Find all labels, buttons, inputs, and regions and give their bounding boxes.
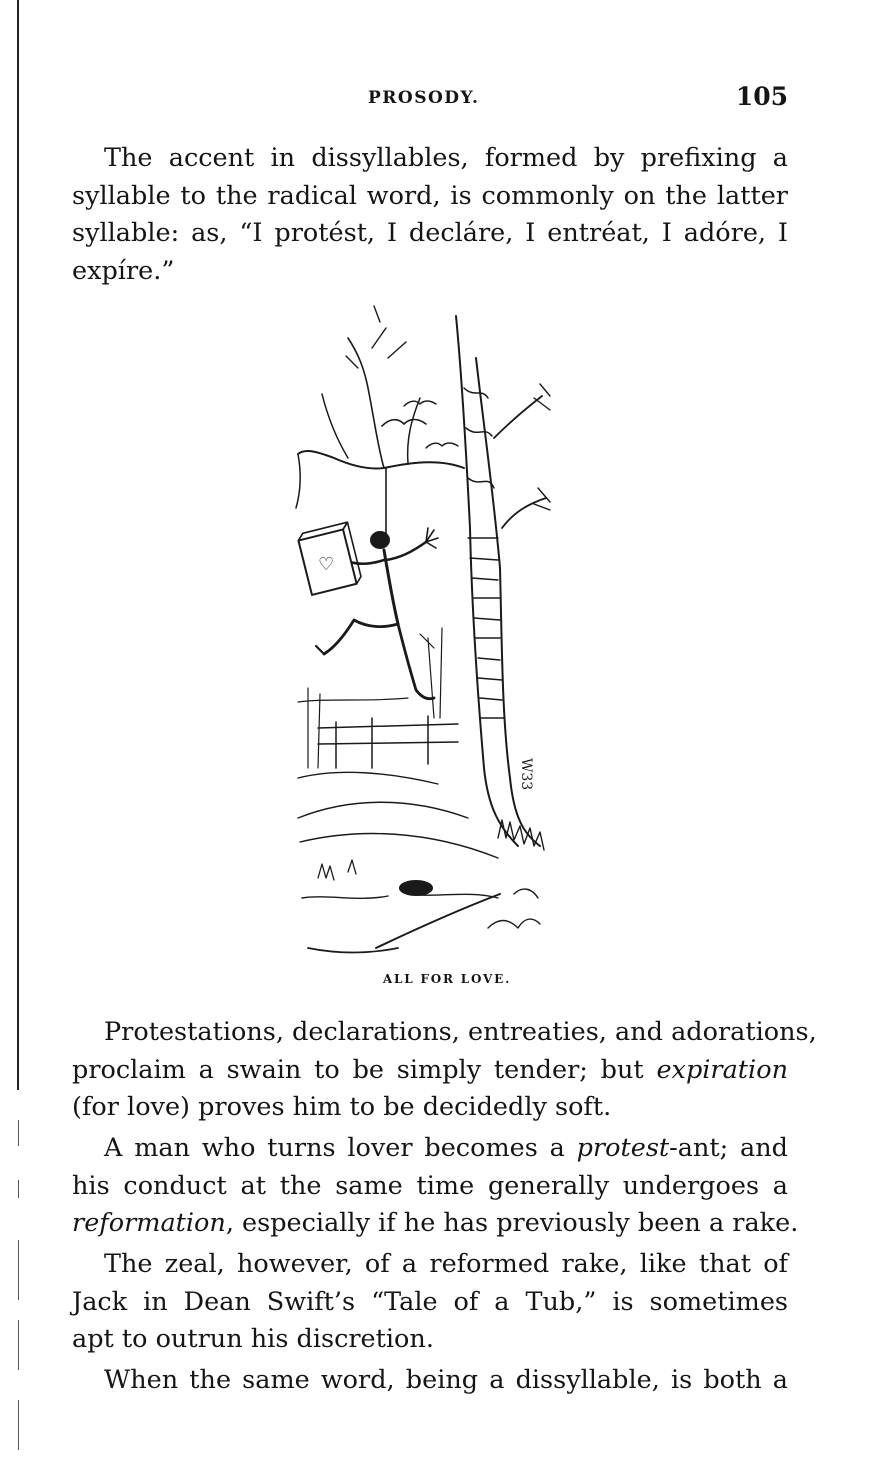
text-run: -ant; and	[669, 1133, 788, 1163]
margin-tick	[18, 1120, 19, 1146]
text-line: The zeal, however, of a reformed rake, like that of	[104, 1249, 788, 1279]
bird-icon	[382, 420, 426, 427]
italic-term: reformation	[72, 1208, 226, 1238]
text-line: When the same word, being a dissyllable, is both a	[104, 1365, 788, 1395]
text-line: The accent in dissyllables, formed by prefixing a	[104, 143, 788, 173]
fallen-hat	[400, 881, 432, 895]
running-title: PROSODY.	[368, 88, 480, 108]
fence	[318, 716, 458, 768]
figure-head	[371, 532, 389, 548]
text-line	[72, 1052, 788, 1090]
margin-tick	[18, 1240, 19, 1300]
ground	[298, 772, 498, 858]
margin-tick	[18, 1320, 19, 1370]
bird-icon	[404, 401, 436, 406]
text-line: (for love) proves him to be decidedly soft.	[72, 1092, 612, 1122]
text-line: syllable: as, “I protést, I decláre, I entréat, I adóre, I	[72, 218, 788, 248]
text-line: Jack in Dean Swift’s “Tale of a Tub,” is sometimes	[72, 1286, 788, 1317]
figure-leg-left	[324, 620, 398, 654]
artist-signature: W33	[518, 758, 534, 791]
margin-tick	[18, 1180, 19, 1198]
page-margin-rule	[17, 0, 19, 1090]
illustration-caption: ALL FOR LOVE.	[382, 972, 512, 986]
text-line: Protestations, declarations, entreaties, and adorations,	[104, 1017, 817, 1047]
text-line: apt to outrun his discretion.	[72, 1324, 434, 1354]
text-run: proclaim a swain to be simply tender; but	[72, 1054, 657, 1085]
figure-arm-right	[386, 542, 426, 560]
text-line	[72, 1130, 788, 1168]
page-number: 105	[735, 82, 788, 111]
text-line: expíre.”	[72, 255, 175, 286]
paragraph-protestant	[72, 1130, 799, 1243]
heart-icon: ♡	[318, 554, 335, 575]
illustration-all-for-love	[288, 298, 560, 970]
bird-icon	[426, 443, 458, 448]
fallen-stick	[376, 894, 500, 948]
text-line: syllable to the radical word, is commonly on the latter	[72, 180, 788, 211]
italic-term: protest	[576, 1133, 670, 1163]
paragraph-same-word	[72, 1362, 788, 1400]
tree-branch-right	[494, 396, 542, 438]
text-run: , especially if he has previously been a rake.	[225, 1208, 799, 1238]
margin-tick	[18, 1400, 19, 1450]
paragraph-protestations	[72, 1014, 817, 1127]
paragraph-zeal	[72, 1246, 788, 1359]
text-line	[72, 1205, 799, 1243]
italic-term: expiration	[656, 1054, 788, 1085]
text-line: his conduct at the same time generally undergoes a	[72, 1170, 788, 1201]
text-run: A man who turns lover becomes a	[104, 1133, 577, 1163]
paragraph-accent-dissyllables	[72, 140, 788, 290]
running-head	[72, 82, 788, 116]
figure-leg-right	[398, 624, 434, 699]
